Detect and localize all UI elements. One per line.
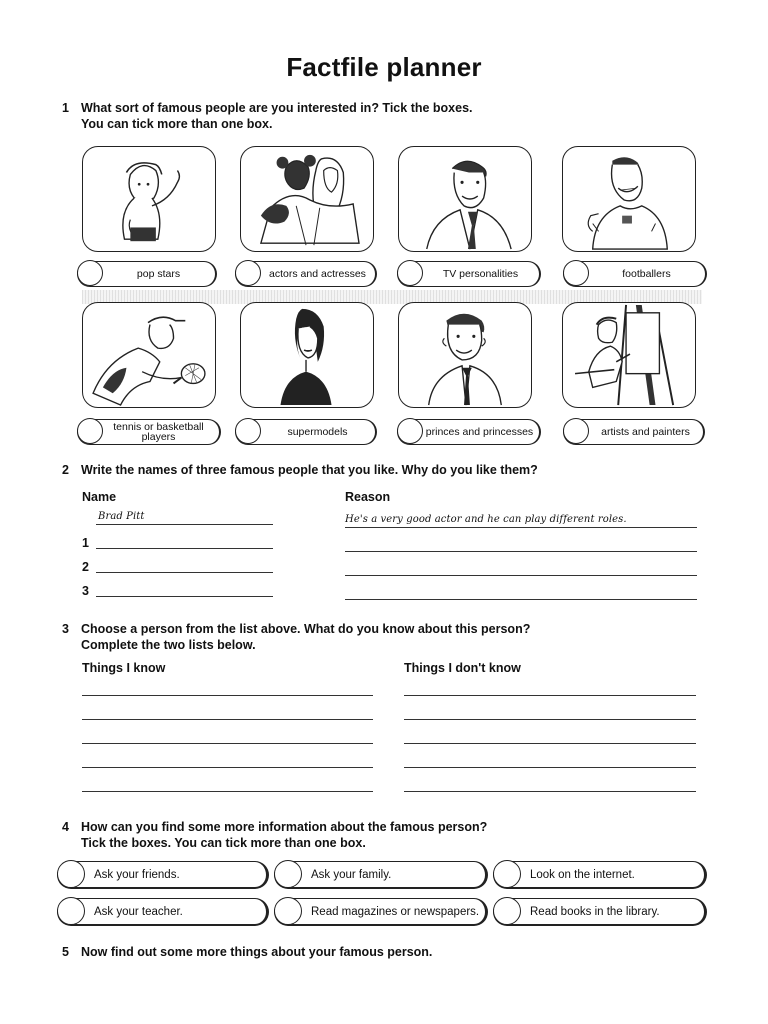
checkbox-ask-teacher[interactable] — [57, 897, 85, 925]
option-label-ask-teacher: Ask your teacher. — [94, 905, 183, 918]
tennis-player-icon — [83, 303, 215, 407]
question-3-text — [81, 621, 530, 653]
question-3-line-1: Choose a person from the list above. What do you know about this person? — [81, 622, 531, 636]
question-2-number: 2 — [62, 463, 69, 477]
tick-box-look-internet[interactable] — [493, 861, 707, 889]
name-input-2[interactable] — [96, 572, 273, 573]
tick-box-pop-stars[interactable] — [77, 261, 217, 287]
things-i-know-header: Things I know — [82, 661, 166, 675]
option-label-artists-painters: artists and painters — [601, 426, 690, 438]
checkbox-tennis-basketball[interactable] — [77, 418, 103, 444]
option-label-actors: actors and actresses — [269, 268, 366, 280]
tick-box-tv-personalities[interactable] — [397, 261, 541, 287]
prince-picture — [398, 302, 532, 408]
footballer-icon — [563, 147, 695, 251]
option-label-pop-stars: pop stars — [136, 268, 181, 280]
tick-box-supermodels[interactable] — [235, 419, 377, 445]
example-name-line — [96, 524, 273, 525]
row-number-3: 3 — [82, 584, 89, 598]
know-input-3[interactable] — [82, 743, 373, 744]
artist-picture — [562, 302, 696, 408]
tick-box-princes-princesses[interactable] — [397, 419, 541, 445]
question-4-line-2: Tick the boxes. You can tick more than one box. — [81, 836, 366, 850]
checkbox-supermodels[interactable] — [235, 418, 261, 444]
supermodel-icon — [241, 303, 373, 407]
question-4-text — [81, 819, 487, 851]
pop-star-icon — [83, 147, 215, 251]
things-i-dont-know-header: Things I don't know — [404, 661, 521, 675]
tick-box-ask-friends[interactable] — [57, 861, 269, 889]
question-3-line-2: Complete the two lists below. — [81, 638, 256, 652]
checkbox-artists-painters[interactable] — [563, 418, 589, 444]
pop-star-picture — [82, 146, 216, 252]
prince-icon — [399, 303, 531, 407]
artist-icon — [563, 303, 695, 407]
actors-picture — [240, 146, 374, 252]
checkbox-read-books[interactable] — [493, 897, 521, 925]
page-title: Factfile planner — [286, 52, 482, 82]
dont-know-input-4[interactable] — [404, 767, 696, 768]
tick-box-read-books[interactable] — [493, 898, 707, 926]
name-column-header: Name — [82, 490, 117, 504]
footballer-picture — [562, 146, 696, 252]
dont-know-input-3[interactable] — [404, 743, 696, 744]
know-input-2[interactable] — [82, 719, 373, 720]
know-input-4[interactable] — [82, 767, 373, 768]
example-name: Brad Pitt — [98, 511, 145, 522]
dont-know-input-1[interactable] — [404, 695, 696, 696]
question-4-line-1: How can you find some more information about the famous person? — [81, 820, 488, 834]
name-input-3[interactable] — [96, 596, 273, 597]
question-3-number: 3 — [62, 622, 69, 636]
checkbox-footballers[interactable] — [563, 260, 589, 286]
question-1-number: 1 — [62, 101, 69, 115]
option-label-princes-princesses: princes and princesses — [425, 426, 534, 438]
tv-personality-picture — [398, 146, 532, 252]
tick-box-read-magazines[interactable] — [274, 898, 488, 926]
tennis-player-picture — [82, 302, 216, 408]
question-5-number: 5 — [62, 945, 69, 959]
reason-input-2[interactable] — [345, 575, 697, 576]
reason-input-1[interactable] — [345, 551, 697, 552]
checkbox-pop-stars[interactable] — [77, 260, 103, 286]
option-label-read-books: Read books in the library. — [530, 905, 660, 918]
checkbox-ask-friends[interactable] — [57, 860, 85, 888]
tick-box-ask-family[interactable] — [274, 861, 488, 889]
example-reason-line — [345, 527, 697, 528]
name-input-1[interactable] — [96, 548, 273, 549]
know-input-1[interactable] — [82, 695, 373, 696]
checkbox-tv-personalities[interactable] — [397, 260, 423, 286]
question-1-text — [81, 100, 473, 132]
tick-box-ask-teacher[interactable] — [57, 898, 269, 926]
checkbox-read-magazines[interactable] — [274, 897, 302, 925]
row-number-2: 2 — [82, 560, 89, 574]
option-label-ask-friends: Ask your friends. — [94, 868, 180, 881]
option-label-supermodels: supermodels — [287, 426, 348, 438]
tick-box-artists-painters[interactable] — [563, 419, 705, 445]
tick-box-footballers[interactable] — [563, 261, 707, 287]
checkbox-look-internet[interactable] — [493, 860, 521, 888]
dont-know-input-2[interactable] — [404, 719, 696, 720]
option-label-footballers: footballers — [622, 268, 671, 280]
question-4-number: 4 — [62, 820, 69, 834]
reason-input-3[interactable] — [345, 599, 697, 600]
example-reason: He's a very good actor and he can play different roles. — [345, 514, 627, 525]
checkbox-actors[interactable] — [235, 260, 261, 286]
tick-box-tennis-basketball[interactable] — [77, 419, 221, 445]
know-input-5[interactable] — [82, 791, 373, 792]
option-label-ask-family: Ask your family. — [311, 868, 392, 881]
question-1-line-2: You can tick more than one box. — [81, 117, 273, 131]
option-label-tv-personalities: TV personalities — [442, 268, 519, 280]
row-number-1: 1 — [82, 536, 89, 550]
question-2-text: Write the names of three famous people that you like. Why do you like them? — [81, 463, 538, 477]
supermodel-picture — [240, 302, 374, 408]
tick-box-actors[interactable] — [235, 261, 377, 287]
question-5-text: Now find out some more things about your famous person. — [81, 945, 433, 959]
tv-personality-icon — [399, 147, 531, 251]
option-label-read-magazines: Read magazines or newspapers. — [311, 905, 480, 918]
option-label-look-internet: Look on the internet. — [530, 868, 635, 881]
checkbox-ask-family[interactable] — [274, 860, 302, 888]
dont-know-input-5[interactable] — [404, 791, 696, 792]
checkbox-princes-princesses[interactable] — [397, 418, 423, 444]
reason-column-header: Reason — [345, 490, 391, 504]
option-label-tennis-basketball: tennis or basketball players — [113, 421, 204, 443]
question-1-line-1: What sort of famous people are you interested in? Tick the boxes. — [81, 101, 473, 115]
actors-icon — [241, 147, 373, 251]
